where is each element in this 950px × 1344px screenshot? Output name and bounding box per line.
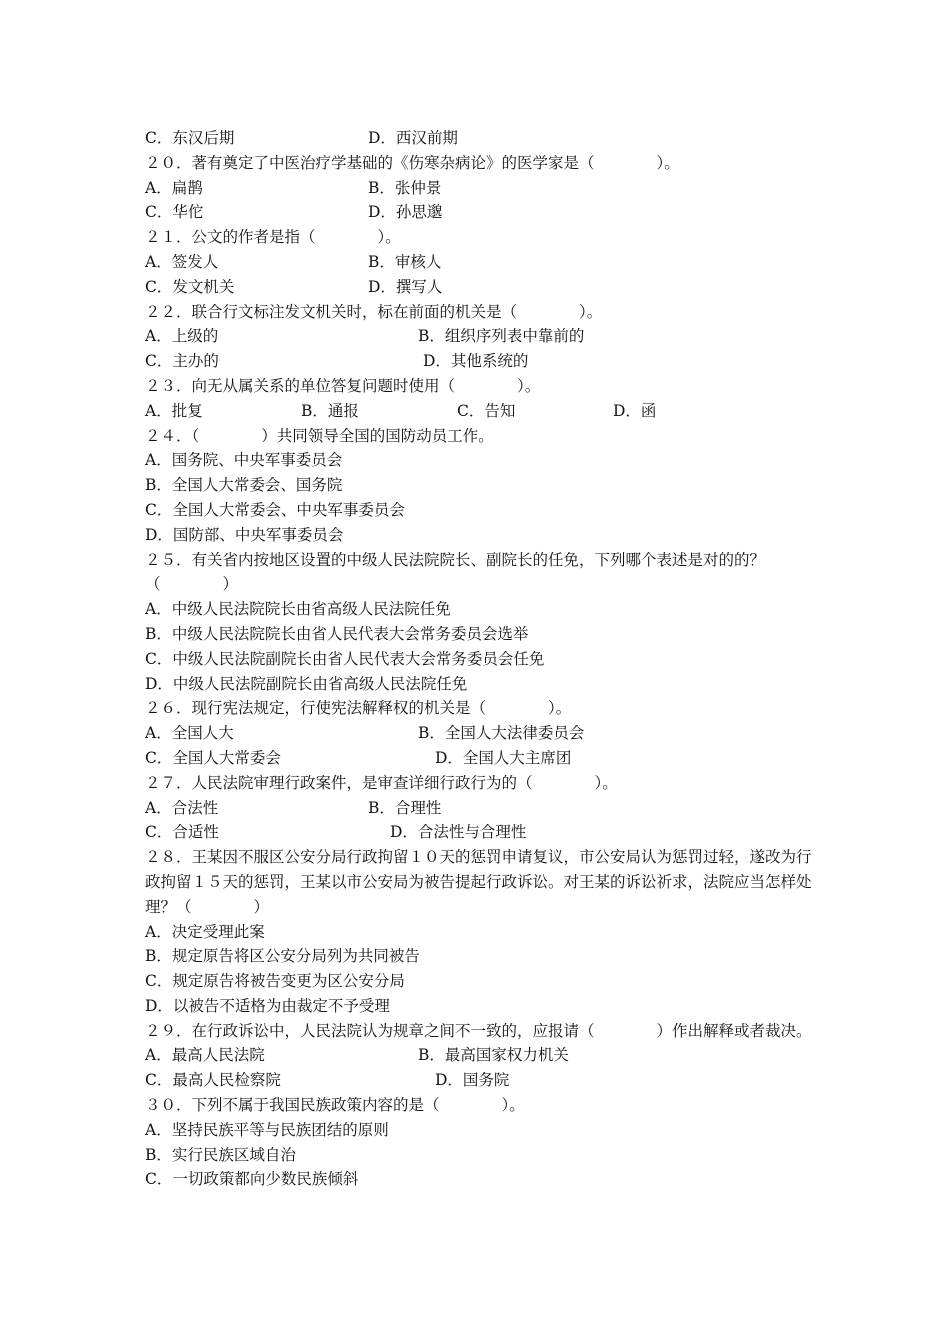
option-b: B．审核人 [368, 252, 442, 271]
option-a: A．上级的 [145, 327, 219, 346]
option-b: B．实行民族区域自治 [145, 1145, 296, 1164]
question-stem: ２９．在行政诉讼中，人民法院认为规章之间不一致的，应报请（ ）作出解释或者裁决。 [145, 1021, 812, 1040]
option-c: C．发文机关 [145, 277, 235, 296]
option-row [145, 324, 817, 349]
question-stem: ３０．下列不属于我国民族政策内容的是（ ）。 [145, 1096, 525, 1115]
option-row [145, 349, 817, 374]
exam-page [145, 126, 817, 1192]
option-d: D．国务院 [435, 1071, 510, 1090]
question-stem: ２２．联合行文标注发文机关时，标在前面的机关是（ ）。 [145, 302, 603, 321]
question-stem: ２０．著有奠定了中医治疗学基础的《伤寒杂病论》的医学家是（ ）。 [145, 153, 680, 172]
option-c: C．中级人民法院副院长由省人民代表大会常务委员会任免 [145, 649, 545, 668]
option-row [145, 796, 817, 821]
option-d: D．其他系统的 [423, 352, 529, 371]
option-c: C．主办的 [145, 352, 219, 371]
option-row [145, 200, 817, 225]
option-d: D．函 [613, 401, 657, 420]
option-d: D．撰写人 [368, 277, 443, 296]
option-d: D．孙思邈 [368, 203, 443, 222]
option-a: A．最高人民法院 [145, 1046, 265, 1065]
option-row [145, 721, 817, 746]
question-stem: ２１．公文的作者是指（ ）。 [145, 228, 401, 247]
option-a: A．国务院、中央军事委员会 [145, 451, 343, 470]
option-row [145, 746, 817, 771]
question-stem: ２３．向无从属关系的单位答复问题时使用（ ）。 [145, 376, 541, 395]
option-d: D．全国人大主席团 [435, 748, 572, 767]
option-a: A．决定受理此案 [145, 922, 265, 941]
option-d: D．中级人民法院副院长由省高级人民法院任免 [145, 674, 468, 693]
option-c: C．一切政策都向少数民族倾斜 [145, 1170, 359, 1189]
option-a: A．合法性 [145, 798, 219, 817]
option-b: B．最高国家权力机关 [418, 1046, 569, 1065]
question-stem: ２６．现行宪法规定，行使宪法解释权的机关是（ ）。 [145, 699, 572, 718]
option-row [145, 176, 817, 201]
option-c: C．全国人大常委会、中央军事委员会 [145, 500, 405, 519]
option-b: B．合理性 [368, 798, 442, 817]
option-a: A．坚持民族平等与民族团结的原则 [145, 1120, 389, 1139]
option-row [145, 1043, 817, 1068]
option-b: B．全国人大法律委员会 [418, 724, 585, 743]
question-stem: ２８．王某因不服区公安分局行政拘留１０天的惩罚申请复议，市公安局认为惩罚过轻，遂改为行政拘留１５天的惩罚，王某以市公安局为被告提起行政诉讼。对王某的诉讼祈求，法院应当怎样处理？（ ） [145, 848, 812, 916]
option-a: A．签发人 [145, 252, 219, 271]
option-row [145, 275, 817, 300]
option-row [145, 126, 817, 151]
option-b: B．全国人大常委会、国务院 [145, 476, 343, 495]
option-row [145, 1068, 817, 1093]
option-a: A．批复 [145, 401, 203, 420]
option-c: C．规定原告将被告变更为区公安分局 [145, 972, 405, 991]
option-a: A．扁鹊 [145, 178, 203, 197]
option-d: D．国防部、中央军事委员会 [145, 525, 344, 544]
question-stem: ２７．人民法院审理行政案件，是审查详细行政行为的（ ）。 [145, 773, 618, 792]
option-c: C．合适性 [145, 823, 219, 842]
option-d: D．西汉前期 [368, 129, 458, 147]
option-row [145, 399, 817, 424]
option-b: B．张仲景 [368, 178, 442, 197]
question-stem: ２４．（ ）共同领导全国的国防动员工作。 [145, 426, 494, 445]
option-b: B．中级人民法院院长由省人民代表大会常务委员会选举 [145, 624, 529, 643]
option-c: C．全国人大常委会 [145, 748, 281, 767]
option-c: C．华佗 [145, 203, 204, 222]
option-c: C．最高人民检察院 [145, 1071, 281, 1090]
option-d: D．以被告不适格为由裁定不予受理 [145, 996, 390, 1015]
option-c: C．告知 [457, 401, 516, 420]
option-c: C．东汉后期 [145, 129, 235, 147]
option-b: B．规定原告将区公安分局列为共同被告 [145, 947, 420, 966]
option-a: A．全国人大 [145, 724, 234, 743]
option-b: B．组织序列表中靠前的 [418, 327, 585, 346]
option-d: D．合法性与合理性 [390, 823, 527, 842]
option-row [145, 820, 817, 845]
option-a: A．中级人民法院院长由省高级人民法院任免 [145, 600, 451, 619]
option-row [145, 250, 817, 275]
option-b: B．通报 [301, 401, 359, 420]
question-stem: ２５．有关省内按地区设置的中级人民法院院长、副院长的任免，下列哪个表述是对的的？（ ） [145, 550, 766, 594]
